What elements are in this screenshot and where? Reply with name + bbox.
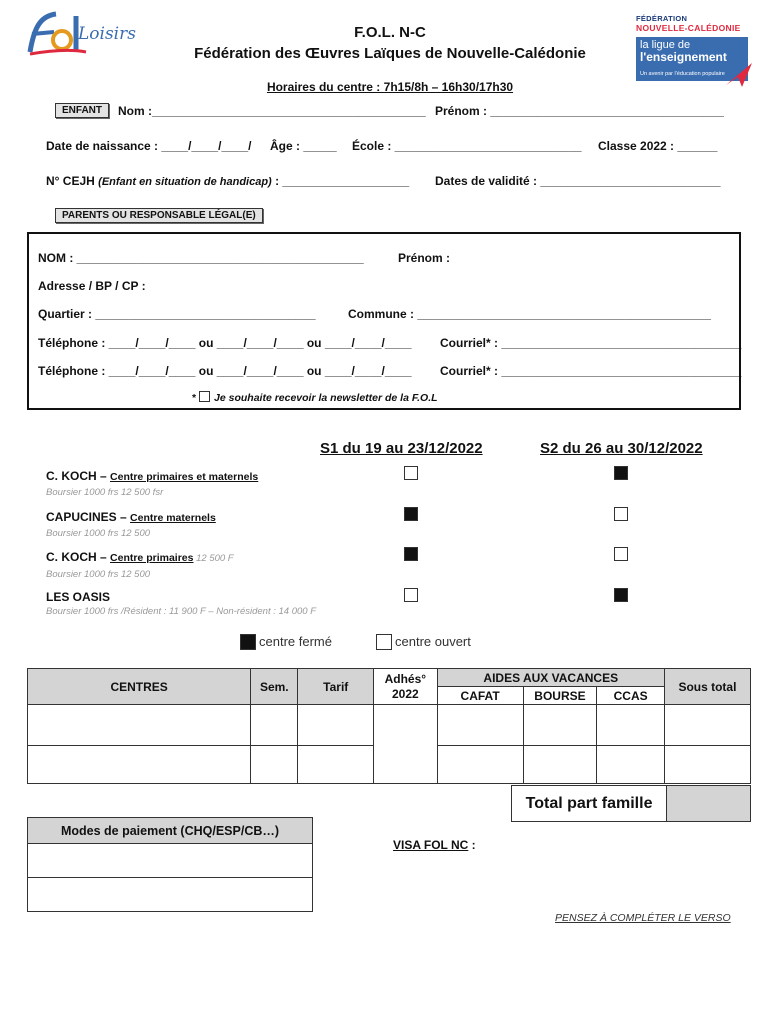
adresse-field[interactable]: Adresse / BP / CP : [38,279,146,293]
validite-field[interactable]: Dates de validité : ___________________________ [435,174,721,188]
legend-closed-label: centre fermé [259,634,332,649]
cell-tarif[interactable] [298,705,374,746]
fol-loisirs-logo [26,8,136,58]
cell-adhesion[interactable] [374,705,437,784]
centre-bourse: Boursier 1000 frs 12 500 fsr [46,487,164,498]
visa-label [393,838,476,852]
centre-sub: Centre primaires et maternels [110,471,259,483]
centre-sub: Centre maternels [130,512,216,524]
ecole-field[interactable]: École : ____________________________ [352,139,582,153]
table-row [28,705,751,746]
centre-dash: – [96,550,111,564]
paper-plane-icon [724,59,754,89]
total-table [511,785,751,822]
cell-sous-total[interactable] [664,705,750,746]
newsletter-option[interactable] [192,391,438,404]
commune-field[interactable]: Commune : ____________________________________________ [348,307,711,321]
col-tarif: Tarif [298,669,374,705]
centre-row [46,467,258,485]
session-s2-header: S2 du 26 au 30/12/2022 [540,440,703,457]
page-title [150,22,630,64]
age-field[interactable]: Âge : _____ [270,139,337,153]
centre-row [46,588,110,606]
parent-nom-field[interactable]: NOM : ___________________________________________ [38,251,364,265]
centre-row [46,508,216,526]
date-naissance-field[interactable]: Date de naissance : ____/____/____/ [46,139,252,153]
col-ccas: CCAS [597,687,665,705]
newsletter-label: Je souhaite recevoir la newsletter de la F.O.L [214,392,438,404]
cell-cafat[interactable] [437,705,523,746]
col-centres: CENTRES [28,669,251,705]
classe-field[interactable]: Classe 2022 : ______ [598,139,718,153]
centres-table [27,668,751,784]
centre-name: LES OASIS [46,590,111,604]
legend-open-swatch [376,634,392,650]
logo-fed-line1: FÉDÉRATION [636,14,688,23]
centre-s1-checkbox[interactable] [404,547,418,561]
centre-name: CAPUCINES [46,510,117,524]
payment-cell[interactable] [28,844,313,878]
cejh-field[interactable] [46,174,409,188]
verso-note: PENSEZ À COMPLÉTER LE VERSO [555,912,731,924]
centre-extra: 12 500 F [193,553,234,564]
cell-sem[interactable] [251,746,298,784]
cejh-line: : ___________________ [275,174,410,188]
title-line2: Fédération des Œuvres Laïques de Nouvelle-Calédonie [194,45,586,62]
payment-cell[interactable] [28,878,313,912]
cell-tarif[interactable] [298,746,374,784]
cell-centre[interactable] [28,705,251,746]
cejh-note: (Enfant en situation de handicap) [98,176,272,188]
col-cafat: CAFAT [437,687,523,705]
logo-ligue-box [636,37,748,81]
cell-bourse[interactable] [523,705,597,746]
payment-header: Modes de paiement (CHQ/ESP/CB…) [28,818,313,844]
centre-bourse: Boursier 1000 frs 12 500 [46,528,151,539]
total-label: Total part famille [512,786,667,822]
legend-closed-swatch [240,634,256,650]
centre-dash: – [116,510,131,524]
quartier-field[interactable]: Quartier : _________________________________ [38,307,316,321]
col-adhesion [374,669,437,705]
centre-s2-checkbox[interactable] [614,507,628,521]
visa-text: VISA FOL NC [393,838,469,852]
centre-s2-checkbox[interactable] [614,466,628,480]
ligue-enseignement-logo [636,14,754,86]
cell-cafat[interactable] [437,746,523,784]
enfant-prenom-field[interactable]: Prénom : ___________________________________ [435,104,724,118]
cell-sous-total[interactable] [664,746,750,784]
enfant-tag: ENFANT [55,103,109,118]
centre-bourse: Boursier 1000 frs /Résident : 11 900 F – Non-résident : 14 000 F [46,606,317,617]
centre-s1-checkbox[interactable] [404,466,418,480]
opening-hours: Horaires du centre : 7h15/8h – 16h30/17h30 [266,80,514,94]
centre-s2-checkbox[interactable] [614,547,628,561]
courriel1-field[interactable]: Courriel* : ____________________________________ [440,336,742,350]
visa-colon: : [468,838,476,852]
col-sous-total: Sous total [664,669,750,705]
cell-ccas[interactable] [597,705,665,746]
logo-loisirs-text: Loisirs [78,24,136,44]
payment-table [27,817,313,912]
logo-fed-line2: NOUVELLE-CALÉDONIE [636,23,741,33]
logo-box-tagline: Un avenir par l'éducation populaire [640,71,725,77]
session-s1-header: S1 du 19 au 23/12/2022 [320,440,483,457]
enfant-nom-field[interactable]: Nom :_________________________________________ [118,104,426,118]
centre-name: C. KOCH [46,550,97,564]
logo-box-line1: la ligue de [640,39,691,51]
centre-s1-checkbox[interactable] [404,588,418,602]
col-adhesion-line2: 2022 [392,686,419,701]
newsletter-checkbox[interactable] [199,391,210,402]
parents-tag: PARENTS OU RESPONSABLE LÉGAL(E) [55,208,263,223]
centre-sub: Centre primaires [110,552,194,564]
cell-bourse[interactable] [523,746,597,784]
telephone2-field[interactable]: Téléphone : ____/____/____ ou ____/____/____ ou ____/____/____ [38,364,412,378]
col-adhesion-line1: Adhés° [384,671,427,686]
centre-name: C. KOCH [46,469,97,483]
cell-ccas[interactable] [597,746,665,784]
logo-box-line2: l'enseignement [640,50,727,64]
parent-prenom-field[interactable]: Prénom : [398,251,451,265]
col-bourse: BOURSE [523,687,597,705]
legend-open-label: centre ouvert [395,634,471,649]
title-line1: F.O.L. N-C [354,24,426,41]
centre-s2-checkbox[interactable] [614,588,628,602]
cejh-label: N° CEJH [46,174,95,188]
total-value-cell[interactable] [667,786,751,822]
col-aides: AIDES AUX VACANCES [437,669,664,687]
telephone1-field[interactable]: Téléphone : ____/____/____ ou ____/____/____ ou ____/____/____ [38,336,412,350]
cell-centre[interactable] [28,746,251,784]
centre-bourse: Boursier 1000 frs 12 500 [46,569,151,580]
newsletter-star: * [192,392,197,404]
courriel2-field[interactable]: Courriel* : ____________________________________ [440,364,742,378]
centre-dash: – [96,469,111,483]
col-sem: Sem. [251,669,298,705]
centre-s1-checkbox[interactable] [404,507,418,521]
cell-sem[interactable] [251,705,298,746]
centre-row [46,548,234,566]
